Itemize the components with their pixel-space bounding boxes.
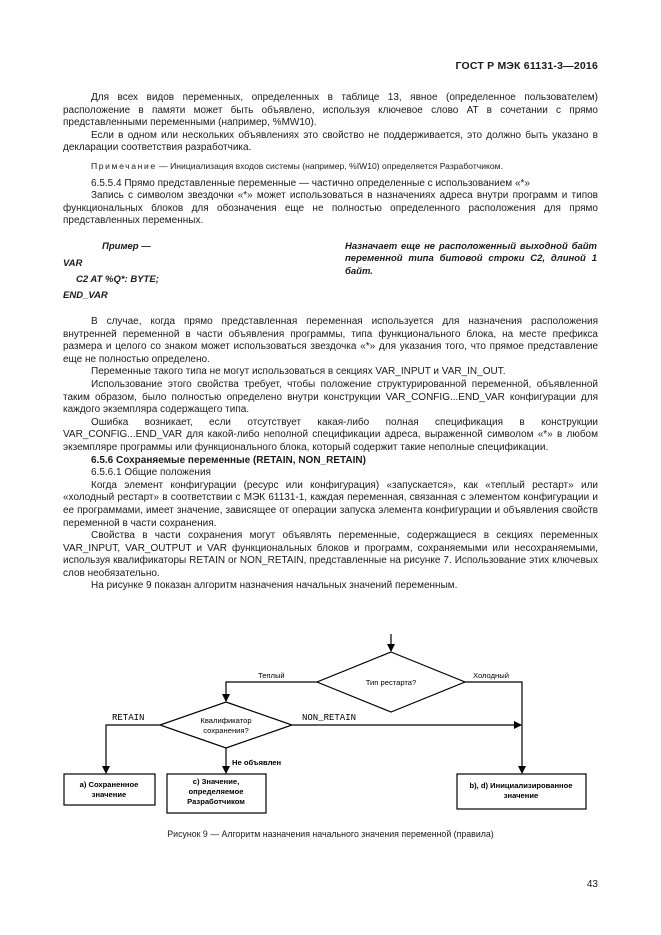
page-number: 43 <box>586 879 598 890</box>
paragraph-restricted-sections: Переменные такого типа не могут использоваться в секциях VAR_INPUT и VAR_IN_OUT. <box>91 366 506 378</box>
note-text: — Инициализация входов системы (например, %IW10) определяется Разработчиком. <box>156 160 503 171</box>
cold-label: Холодный <box>473 671 509 680</box>
initialized-value-line1: b), d) Инициализированное <box>469 781 573 790</box>
retained-value-line2: значение <box>91 790 127 799</box>
example-code-end-var: END_VAR <box>63 290 108 301</box>
retain-branch-arrow <box>106 725 160 773</box>
cold-branch-arrow <box>465 682 522 773</box>
figure-caption: Рисунок 9 — Алгоритм назначения начального значения переменной (правила) <box>167 829 494 839</box>
subsection-6-5-5-4-title: 6.5.5.4 Прямо представленные переменные — частично определенные с использованием «*» <box>91 177 530 189</box>
implementer-value-line1: c) Значение, <box>192 777 240 786</box>
qualifier-label-line2: сохранения? <box>203 726 249 735</box>
section-6-5-6-title: 6.5.6 Сохраняемые переменные (RETAIN, NON_RETAIN) <box>91 454 366 466</box>
example-code-var: VAR <box>63 258 83 269</box>
note-label: Примечание <box>91 160 157 171</box>
retain-label: RETAIN <box>112 713 145 723</box>
warm-label: Теплый <box>258 671 285 680</box>
example-label: Пример — <box>102 241 151 252</box>
retained-value-line1: а) Сохраненное <box>79 780 139 789</box>
paragraph-figure-reference: На рисунке 9 показан алгоритм назначения начальных значений переменным. <box>91 580 458 592</box>
not-declared-label: Не объявлен <box>232 758 282 767</box>
initialized-value-line2: значение <box>503 791 539 800</box>
example-comment: Назначает еще не расположенный выходной байт переменной типа битовой строки С2, длиной 1 байт. <box>345 241 597 277</box>
paragraph-asterisk-usage: Запись с символом звездочки «*» может использоваться в назначениях адреса внутри программ и типов функциональных блоков для обозначения еще не полностью определенного расположения для прямо представленных переменных. <box>63 190 598 227</box>
example-code-declaration: C2 AT %Q*: BYTE; <box>76 274 159 285</box>
qualifier-decision <box>160 702 292 748</box>
document-standard-header: ГОСТ Р МЭК 61131-3—2016 <box>455 60 598 72</box>
subsection-6-5-6-1-title: 6.5.6.1 Общие положения <box>91 467 211 479</box>
paragraph-retain-qualifiers: Свойства в части сохранения могут объявлять переменные, содержащиеся в секциях переменных VAR_INPUT, VAR_OUTPUT и VAR функциональных блоков и программ, сохраняемыми или несохраняемыми, используя квалификаторы RETAIN or NON_RETAIN, представленные на рисунке 7. Использование этих ключевых слов необязательно. <box>63 530 598 579</box>
paragraph-var-config-requirement: Использование этого свойства требует, чтобы положение структурированной переменной, объявленной таким образом, было полностью определено внутри конструкции VAR_CONFIG...END_VAR конфигурации для каждого экземпляра содержащего типа. <box>63 378 598 416</box>
paragraph-explicit-location: Для всех видов переменных, определенных в таблице 13, явное (определенное пользователем) расположение в памяти может быть объявлено, используя ключевое слово AT в сочетании с прямо представленными переменными (например, %MW10). <box>63 92 598 129</box>
implementer-value-line3: Разработчиком <box>187 797 245 806</box>
restart-type-label: Тип рестарта? <box>365 678 417 687</box>
warm-branch-arrow <box>226 682 317 701</box>
implementer-value-line2: определяемое <box>188 787 244 796</box>
qualifier-label-line1: Квалификатор <box>200 716 252 725</box>
paragraph-declaration-support: Если в одном или нескольких объявлениях это свойство не поддерживается, это должно быть указано в декларации соответствия разработчика. <box>63 129 598 154</box>
paragraph-error-condition: Ошибка возникает, если отсутствует какая-либо полная спецификация в конструкции VAR_CONFIG...END_VAR для какой-либо неполной спецификации адреса, выраженной символом «*» в любом экземпляре программы или функционального блока, который содержит такие неполные спецификации. <box>63 416 598 453</box>
paragraph-restart-behavior: Когда элемент конфигурации (ресурс или конфигурация) «запускается», как «теплый рестарт» или «холодный рестарт» в соответствии с МЭК 61131-1, каждая переменная, связанная с элементом конфигурации и ее программами, имеет значение, зависящее от операции запуска элемента конфигурации и объявления свойств переменной в части сохранения. <box>63 479 598 529</box>
non-retain-label: NON_RETAIN <box>302 713 357 723</box>
paragraph-asterisk-prefix: В случае, когда прямо представленная переменная используется для назначения расположения внутренней переменной в части объявления программы, типа функционального блока, на месте префикса размера и целого со знаком может использоваться звездочка «*» для указания того, что прямое представление еще не полностью определено. <box>63 316 598 365</box>
